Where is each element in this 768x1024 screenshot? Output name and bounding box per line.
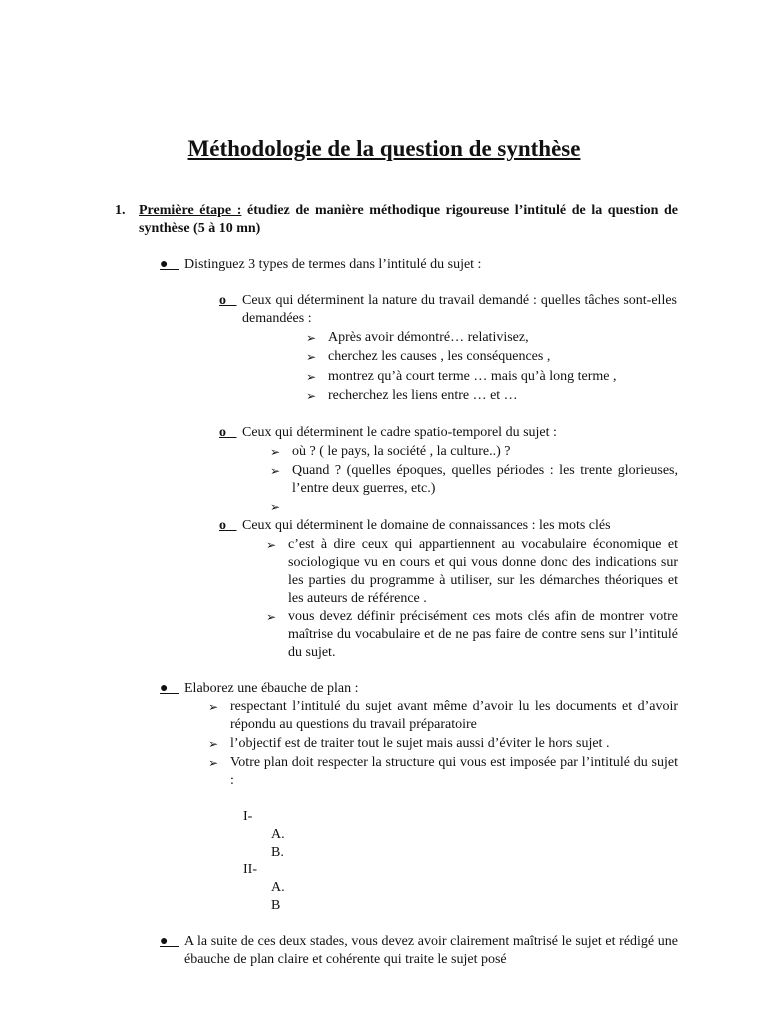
arrow-item: ➢ l’objectif est de traiter tout le sujet mais aussi d’éviter le hors sujet .	[208, 736, 610, 751]
plan-part-1-b: B.	[271, 845, 284, 860]
bullet-marker: ●	[160, 934, 169, 949]
arrow-item: ➢ respectant l’intitulé du sujet avant même d’avoir lu les documents et d’avoir répondu au questions du travail préparatoire	[208, 699, 678, 732]
sub-marker: o	[219, 293, 226, 308]
bullet-conclusion	[160, 933, 678, 969]
bullet-distinguish	[160, 256, 680, 274]
plan-part-1: I-	[243, 809, 253, 824]
arrow-item: ➢ recherchez les liens entre … et …	[306, 388, 518, 403]
plan-part-2-a: A.	[271, 880, 285, 895]
bullet-plan	[160, 680, 680, 698]
bullet-text: Distinguez 3 types de termes dans l’intitulé du sujet :	[184, 257, 482, 272]
step-text: étudiez de manière méthodique rigoureuse l’intitulé de la question de synthèse (5 à 10 mn)	[139, 203, 678, 236]
arrow-bullet-icon: ➢	[306, 389, 317, 403]
plan-part-2-b: B	[271, 898, 281, 913]
arrow-bullet-icon: ➢	[208, 756, 219, 770]
arrow-item: ➢ où ? ( le pays, la société , la culture..) ?	[270, 444, 511, 459]
arrow-bullet-icon: ➢	[270, 464, 281, 478]
step-number: 1.	[115, 203, 126, 218]
arrow-bullet-icon: ➢	[270, 445, 281, 459]
sub-text: Ceux qui déterminent le cadre spatio-temporel du sujet :	[242, 425, 557, 440]
bullet-marker: ●	[160, 681, 169, 696]
arrow-bullet-icon: ➢	[306, 350, 317, 364]
sub-text: Ceux qui déterminent le domaine de connaissances : les mots clés	[242, 518, 611, 533]
sub-marker: o	[219, 518, 226, 533]
arrow-item: ➢ vous devez définir précisément ces mots clés afin de montrer votre maîtrise du vocabulaire et de ne pas faire de contre sens sur l’intitulé du sujet.	[266, 609, 678, 660]
bullet-marker: ●	[160, 257, 169, 272]
arrow-item: ➢ c’est à dire ceux qui appartiennent au vocabulaire économique et sociologique vu en cours et qui vous donne donc des indications sur les parties du programme à utiliser, sur les démarches théoriques et les auteurs de référence .	[266, 537, 678, 606]
bullet-text: Elaborez une ébauche de plan :	[184, 681, 359, 696]
bullet-text: A la suite de ces deux stades, vous devez avoir clairement maîtrisé le sujet et rédigé une ébauche de plan claire et cohérente qui traite le sujet posé	[184, 934, 678, 967]
arrow-item: ➢ Après avoir démontré… relativisez,	[306, 330, 529, 345]
arrow-bullet-icon: ➢	[266, 610, 277, 624]
sub-marker: o	[219, 425, 226, 440]
arrow-bullet-icon: ➢	[270, 500, 281, 514]
sub-text: Ceux qui déterminent la nature du travail demandé : quelles tâches sont-elles demandées :	[242, 293, 677, 326]
sub-item-nature	[219, 292, 677, 328]
arrow-bullet-icon: ➢	[306, 370, 317, 384]
arrow-bullet-icon: ➢	[208, 737, 219, 751]
step-1	[115, 202, 678, 238]
arrow-bullet-icon: ➢	[208, 700, 219, 714]
arrow-item: ➢ cherchez les causes , les conséquences ,	[306, 349, 551, 364]
plan-part-2: II-	[243, 862, 257, 877]
arrow-item: ➢ Quand ? (quelles époques, quelles périodes : les trente glorieuses, l’entre deux guerres, etc.)	[270, 463, 678, 496]
sub-item-connaissances	[219, 517, 677, 535]
arrow-bullet-icon: ➢	[306, 331, 317, 345]
plan-part-1-a: A.	[271, 827, 285, 842]
step-label: Première étape :	[139, 203, 242, 218]
arrow-bullet-icon: ➢	[266, 538, 277, 552]
sub-item-spatio-temporel	[219, 424, 677, 442]
page-title: Méthodologie de la question de synthèse	[187, 136, 581, 161]
arrow-item: ➢ Votre plan doit respecter la structure qui vous est imposée par l’intitulé du sujet :	[208, 755, 678, 788]
arrow-item: ➢ montrez qu’à court terme … mais qu’à long terme ,	[306, 369, 617, 384]
